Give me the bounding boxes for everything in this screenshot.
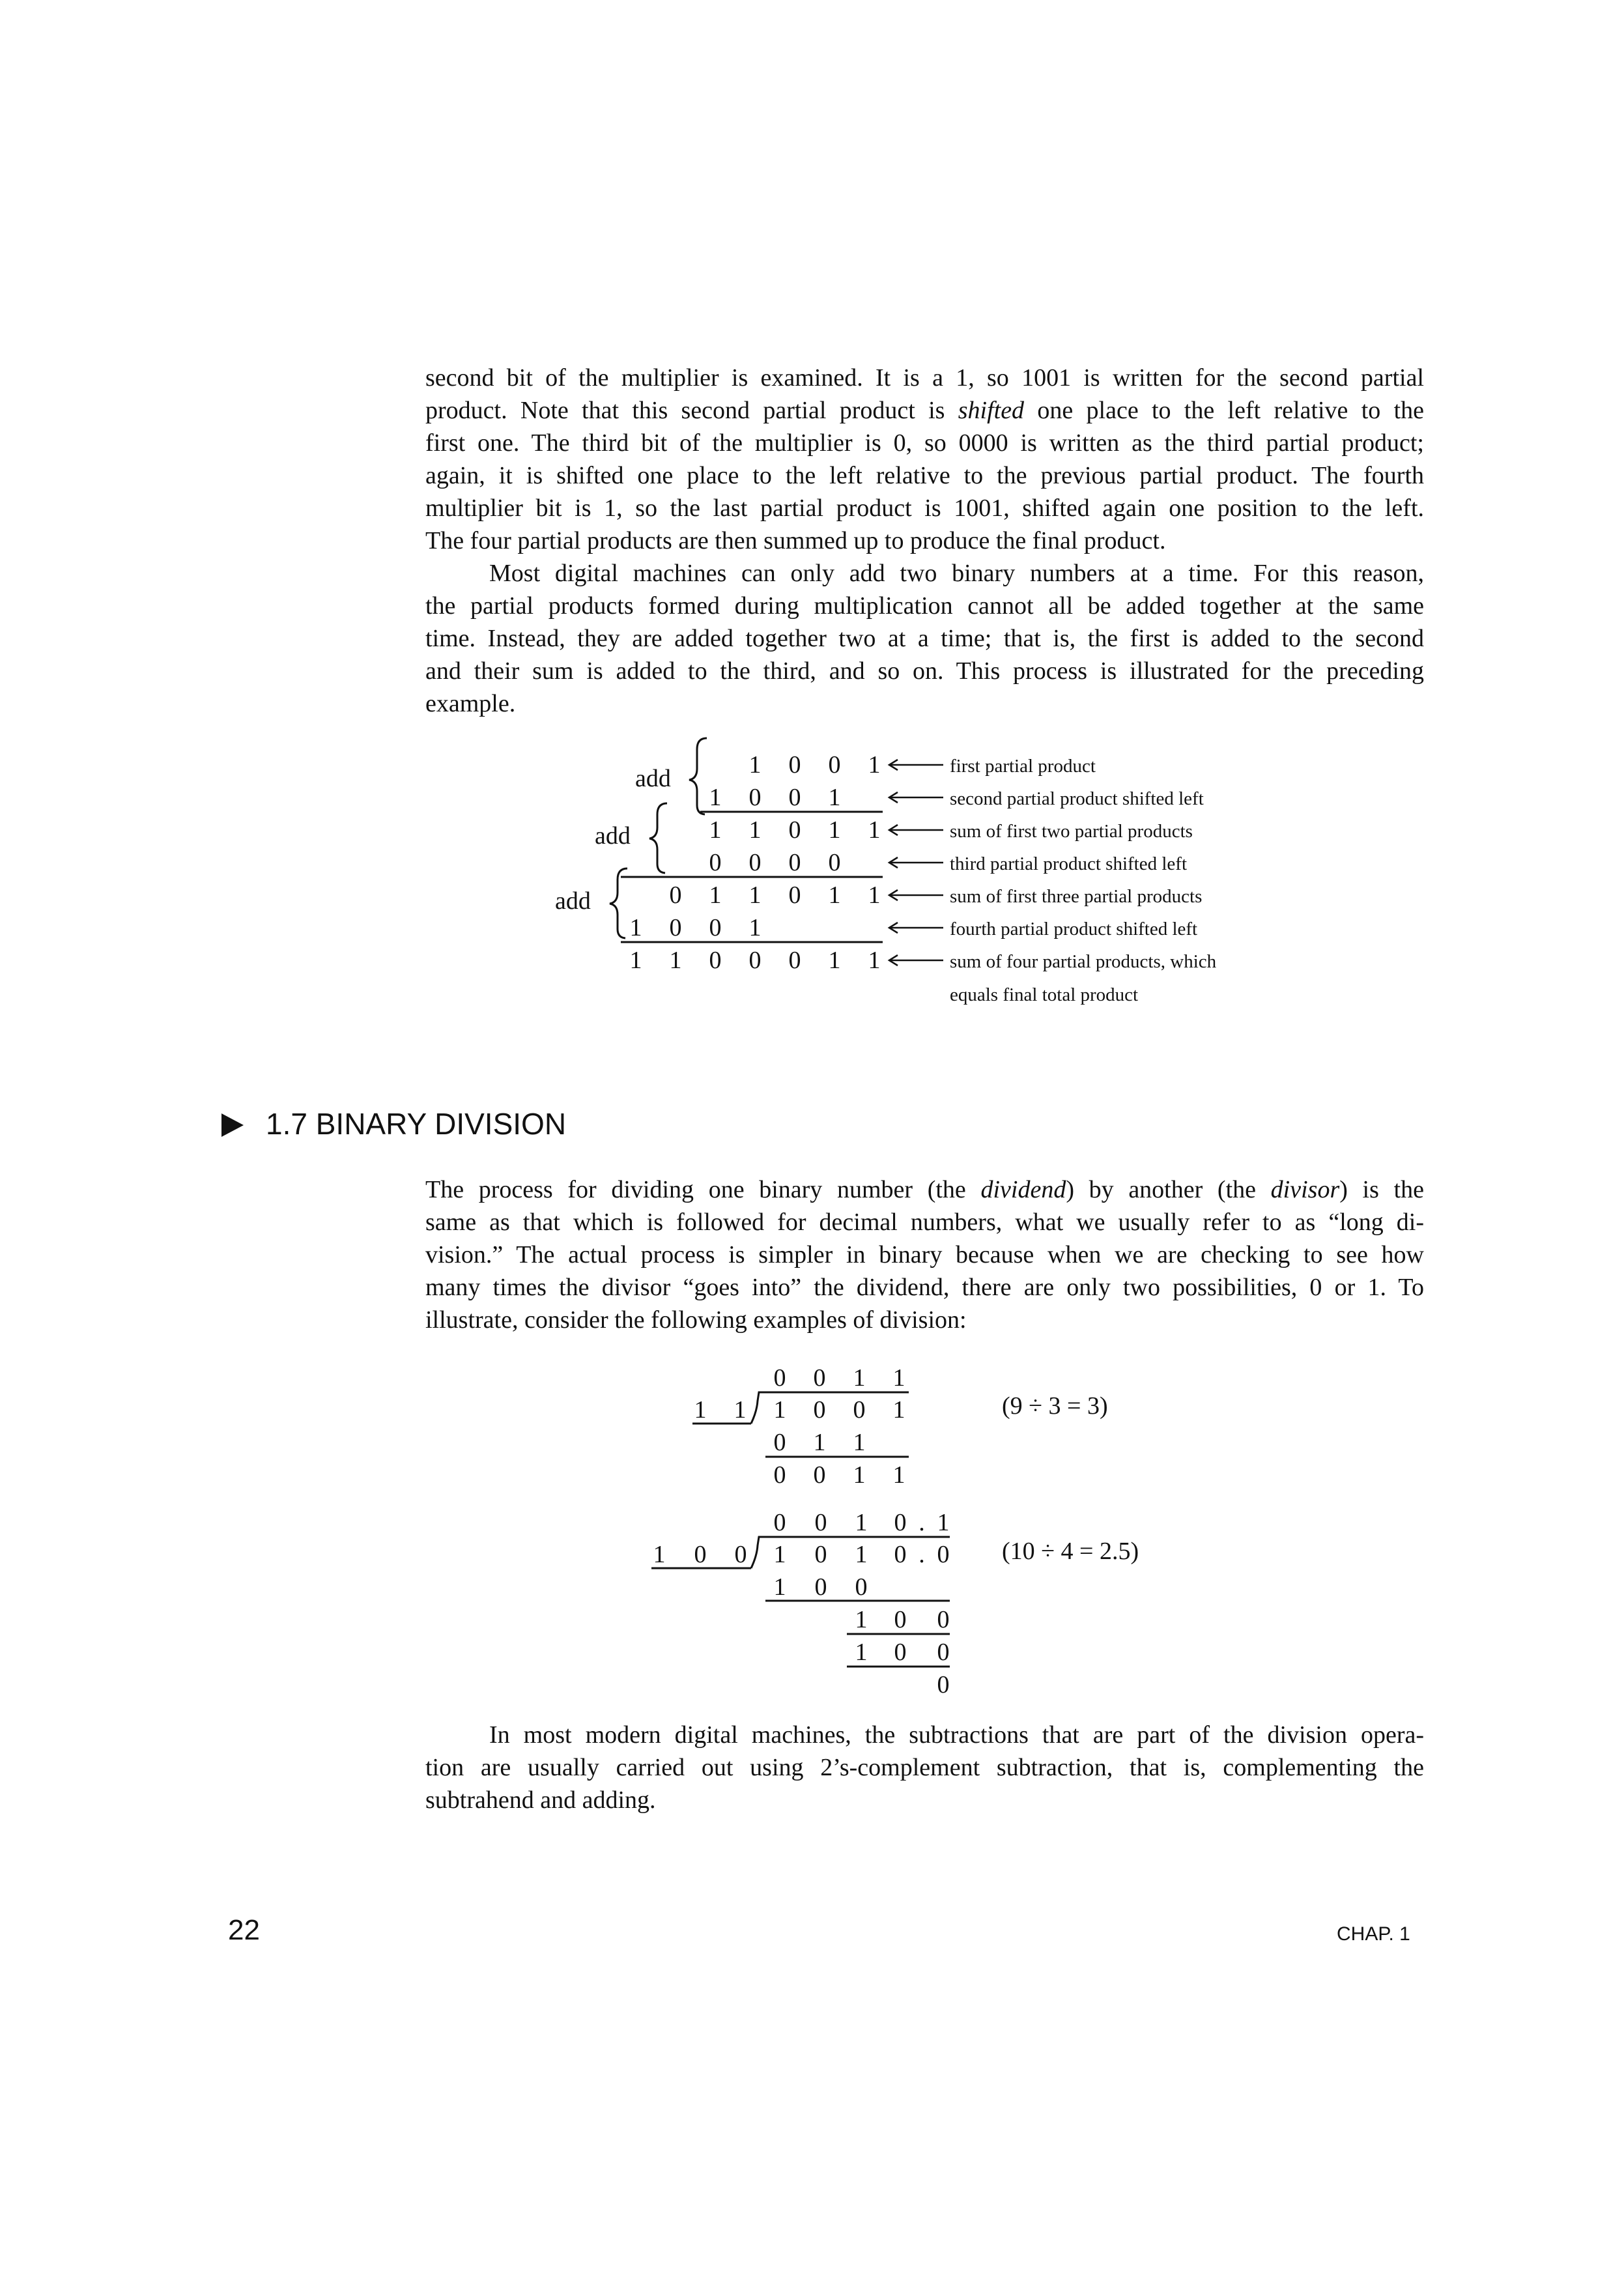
division-bracket bbox=[751, 1537, 765, 1568]
digit: 0 bbox=[788, 784, 801, 811]
text-line: multiplier bit is 1, so the last partial product is 1001, shifted again one position to the left. bbox=[425, 494, 1424, 522]
text-line: example. bbox=[425, 690, 516, 717]
digit: 1 bbox=[748, 914, 762, 941]
digit: 1 bbox=[748, 751, 762, 779]
digit: 0 bbox=[669, 914, 682, 941]
digit: 1 bbox=[773, 1541, 786, 1568]
section-heading bbox=[221, 1106, 566, 1142]
add-label: add bbox=[635, 765, 671, 792]
digit: 0 bbox=[814, 1541, 827, 1568]
digit: 1 bbox=[669, 947, 682, 974]
digit: 1 bbox=[709, 881, 722, 909]
annotation: third partial product shifted left bbox=[950, 853, 1188, 874]
text-line: first one. The third bit of the multiplier is 0, so 0000 is written as the third partial product; bbox=[425, 429, 1424, 457]
arrowhead-icon bbox=[889, 955, 898, 966]
digit: 0 bbox=[748, 849, 762, 876]
digit: 0 bbox=[813, 1461, 826, 1489]
digit: 0 bbox=[894, 1639, 907, 1666]
digit: 1 bbox=[868, 947, 881, 974]
digit: 0 bbox=[813, 1396, 826, 1424]
digit: 0 bbox=[814, 1573, 827, 1601]
text-line: and their sum is added to the third, and so on. This process is illustrated for the preceding bbox=[425, 657, 1424, 685]
digit: 1 bbox=[828, 881, 841, 909]
text-line: Most digital machines can only add two binary numbers at a time. For this reason, bbox=[489, 560, 1424, 587]
digit: 0 bbox=[853, 1396, 866, 1424]
arrowhead-icon bbox=[889, 792, 898, 803]
digit: 1 bbox=[828, 947, 841, 974]
digit: 0 bbox=[855, 1573, 868, 1601]
text-line: The four partial products are then summed up to produce the final product. bbox=[425, 527, 1166, 554]
division-2-digits bbox=[653, 1509, 950, 1698]
digit: 0 bbox=[814, 1509, 827, 1536]
emphasis-shifted: shifted bbox=[958, 397, 1025, 424]
arrowhead-icon bbox=[889, 760, 898, 770]
digit: 1 bbox=[734, 1396, 747, 1424]
text-line: subtrahend and adding. bbox=[425, 1786, 656, 1814]
multiplication-rows bbox=[630, 751, 881, 974]
digit: 0 bbox=[788, 947, 801, 974]
digit: 0 bbox=[694, 1541, 707, 1568]
digit: 0 bbox=[748, 784, 762, 811]
top-paragraph bbox=[425, 362, 1424, 557]
digit: 0 bbox=[734, 1541, 747, 1568]
running-footer-chapter: CHAP. 1 bbox=[1337, 1923, 1410, 1945]
text-line: vision.” The actual process is simpler in binary because when we are checking to see how bbox=[425, 1241, 1424, 1268]
digit: 1 bbox=[868, 816, 881, 844]
digit: 1 bbox=[855, 1509, 868, 1536]
term-dividend: dividend bbox=[980, 1176, 1066, 1203]
division-2-caption: (10 ÷ 4 = 2.5) bbox=[1002, 1538, 1139, 1565]
triangle-bullet-icon bbox=[221, 1113, 244, 1137]
digit: 1 bbox=[773, 1396, 786, 1424]
second-paragraph bbox=[425, 557, 1424, 720]
digit: 0 bbox=[894, 1509, 907, 1536]
term-divisor: divisor bbox=[1270, 1176, 1340, 1203]
annotation-continuation: equals final total product bbox=[950, 984, 1139, 1005]
digit: 1 bbox=[853, 1364, 866, 1392]
digit: 1 bbox=[694, 1396, 707, 1424]
division-1-digits bbox=[694, 1364, 905, 1489]
digit: 0 bbox=[788, 881, 801, 909]
digit: 0 bbox=[937, 1541, 950, 1568]
annotation: sum of four partial products, which bbox=[950, 951, 1217, 972]
digit: 1 bbox=[828, 816, 841, 844]
text-line: many times the divisor “goes into” the dividend, there are only two possibilities, 0 or 1. To bbox=[425, 1274, 1424, 1301]
digit: 0 bbox=[894, 1541, 907, 1568]
division-paragraph bbox=[425, 1173, 1424, 1336]
division-bracket bbox=[751, 1392, 765, 1424]
digit: 1 bbox=[813, 1429, 826, 1456]
multiplication-example bbox=[555, 738, 1217, 1005]
digit: 0 bbox=[788, 849, 801, 876]
digit: 1 bbox=[937, 1509, 950, 1536]
text-line: product. Note that this second partial product is shifted one place to the left relative to the bbox=[425, 397, 1424, 424]
text-line: tion are usually carried out using 2’s-complement subtraction, that is, complementing the bbox=[425, 1754, 1424, 1781]
digit: 0 bbox=[828, 751, 841, 779]
brace-1 bbox=[689, 738, 707, 814]
annotation: sum of first two partial products bbox=[950, 821, 1193, 842]
digit: 0 bbox=[894, 1606, 907, 1633]
page-number: 22 bbox=[228, 1914, 260, 1946]
digit: 1 bbox=[629, 947, 642, 974]
digit: 0 bbox=[937, 1639, 950, 1666]
arrowhead-icon bbox=[889, 890, 898, 900]
digit: 1 bbox=[855, 1541, 868, 1568]
digit: 0 bbox=[709, 947, 722, 974]
text-line: time. Instead, they are added together two at a time; that is, the first is added to the second bbox=[425, 625, 1424, 652]
add-label: add bbox=[595, 822, 631, 850]
digit: 0 bbox=[937, 1671, 950, 1698]
text-line: The process for dividing one binary number (the dividend) by another (the divisor) is the bbox=[425, 1176, 1424, 1203]
digit: 1 bbox=[892, 1461, 905, 1489]
digit: 0 bbox=[773, 1429, 786, 1456]
arrowhead-icon bbox=[889, 857, 898, 868]
digit: 1 bbox=[853, 1461, 866, 1489]
digit: 1 bbox=[828, 784, 841, 811]
digit: 1 bbox=[892, 1396, 905, 1424]
digit: 0 bbox=[669, 881, 682, 909]
annotation: fourth partial product shifted left bbox=[950, 919, 1198, 939]
text-line: second bit of the multiplier is examined. It is a 1, so 1001 is written for the second partial bbox=[425, 364, 1424, 392]
digit: 0 bbox=[788, 816, 801, 844]
text-line: same as that which is followed for decimal numbers, what we usually refer to as “long di- bbox=[425, 1209, 1424, 1236]
digit: 0 bbox=[748, 947, 762, 974]
add-label: add bbox=[555, 887, 591, 915]
text-line: illustrate, consider the following examples of division: bbox=[425, 1306, 967, 1334]
digit: 0 bbox=[813, 1364, 826, 1392]
section-title: BINARY DIVISION bbox=[315, 1107, 567, 1141]
text-line: In most modern digital machines, the subtractions that are part of the division opera- bbox=[489, 1721, 1424, 1749]
annotation: first partial product bbox=[950, 756, 1096, 777]
digit: 0 bbox=[773, 1461, 786, 1489]
digit: 1 bbox=[892, 1364, 905, 1392]
digit: 1 bbox=[853, 1429, 866, 1456]
digit: 0 bbox=[937, 1606, 950, 1633]
digit: . bbox=[919, 1541, 925, 1568]
text-line: again, it is shifted one place to the left relative to the previous partial product. The fourth bbox=[425, 462, 1424, 489]
digit: 1 bbox=[709, 784, 722, 811]
digit: 1 bbox=[868, 751, 881, 779]
annotation: second partial product shifted left bbox=[950, 788, 1204, 809]
digit: 1 bbox=[855, 1639, 868, 1666]
digit: 1 bbox=[709, 816, 722, 844]
digit: 1 bbox=[748, 816, 762, 844]
digit: 0 bbox=[773, 1364, 786, 1392]
digit: 1 bbox=[629, 914, 642, 941]
digit: 1 bbox=[653, 1541, 666, 1568]
digit: 1 bbox=[868, 881, 881, 909]
brace-2 bbox=[649, 803, 667, 873]
division-1-caption: (9 ÷ 3 = 3) bbox=[1002, 1392, 1108, 1420]
digit: 0 bbox=[828, 849, 841, 876]
closing-paragraph bbox=[425, 1719, 1424, 1816]
section-number: 1.7 bbox=[266, 1107, 307, 1141]
text-line: the partial products formed during multiplication cannot all be added together at the same bbox=[425, 592, 1424, 620]
brace-3 bbox=[610, 868, 627, 938]
arrowhead-icon bbox=[889, 923, 898, 933]
annotation-arrows bbox=[889, 756, 1217, 972]
digit: 1 bbox=[855, 1606, 868, 1633]
digit: 1 bbox=[748, 881, 762, 909]
digit: 1 bbox=[773, 1573, 786, 1601]
digit: 0 bbox=[709, 914, 722, 941]
division-example-2 bbox=[651, 1509, 1139, 1698]
digit: 0 bbox=[709, 849, 722, 876]
digit: 0 bbox=[773, 1509, 786, 1536]
annotation: sum of first three partial products bbox=[950, 886, 1203, 907]
digit: 0 bbox=[788, 751, 801, 779]
division-example-1 bbox=[692, 1364, 1108, 1489]
digit: . bbox=[919, 1509, 925, 1536]
arrowhead-icon bbox=[889, 825, 898, 835]
